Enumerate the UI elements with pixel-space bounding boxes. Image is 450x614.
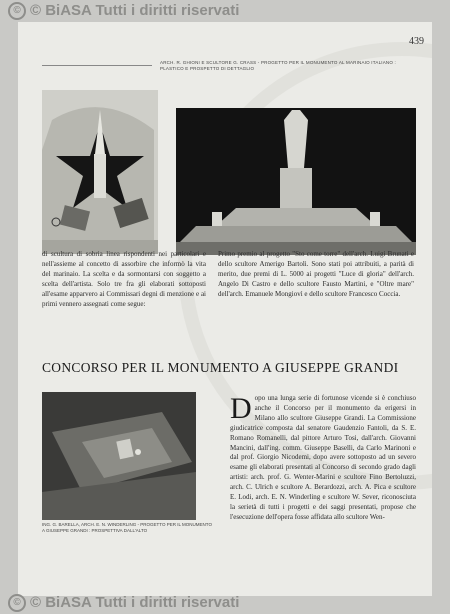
figure-caption-bottom: ING. G. BARELLA, ARCH. E. N. WINDERLING - PROGETTO PER IL MONUMENTO A GIUSEPPE GRANDI : PROSPETTIVA DALL'ALTO — [42, 522, 212, 533]
model-photo — [42, 90, 158, 254]
watermark-bottom: © © BiASA Tutti i diritti riservati — [0, 592, 450, 614]
copyright-icon: © — [8, 594, 26, 612]
aerial-perspective-photo — [42, 392, 196, 520]
left-column-text: di scultura di sobria linea rispondenti nei particolari e nell'assieme al concetto di assorbire che informò la vita del marinaio. La scelta e da sormontarsi con soggetto a scelta dell'artista. Solo tre fra gli elaborati sottoposti all'esame apparvero ai Commissari degni di menzione e ai primi vennero assegnati come segue: — [42, 250, 206, 308]
document-page — [18, 22, 432, 596]
main-body-paragraph: opo una lunga serie di fortunose vicende si è conchiuso anche il Concorso per il monumento da erigersi in Milano allo scultore Giuseppe Grandi. La Commissione giudicatrice composta dal senatore Gaudenzio Fantoli, da S. E. Romano Romanelli, dal pittore Arturo Tosi, dall'arch. Giovanni Mancini, dall'ing. comm. Giuseppe Baselli, da Carlo Marinoni e dal prof. Giorgio Nicodemi, dopo avere sottoposto ad un severo esame gli elaborati presentati al Concorso di secondo grado dagli artisti: arch. prof. G. Wenter-Marini e scultore Fino Bertoluzzi, arch. C. Ulrich e scultore A. Berardozzi, arch. A. Pica e scultore E. Lodi, arch. E. N. Winderling e scultore W. Sever, riconosciuta la serietà di tutti i progetti e dei saggi presentati, propose che l'esecuzione dell'opera fosse affidata allo scultore Wen- — [230, 394, 416, 521]
drop-cap: D — [230, 392, 252, 425]
section-heading: CONCORSO PER IL MONUMENTO A GIUSEPPE GRANDI — [42, 360, 399, 375]
monument-illustration — [176, 108, 416, 255]
right-column-text: Primo premio al progetto "Sto come torre" dell'arch. Luigi Brunati e dello scultore Amerigo Bartoli. Sono stati poi attribuiti, a parità di merito, due premi di L. 5000 ai progetti "Luce di gloria" dell'arch. Angelo Di Castro e dello scultore Fausto Martini, e "Oltre mare" dell'arch. Emanuele Mongiovì e dello scultore Francesco Coccia. — [218, 250, 414, 298]
figure-caption-top: ARCH. R. GHIONI E SCULTORE G. CRASS - PROGETTO PER IL MONUMENTO AL MARINAIO ITALIANO : PLASTICO E PROSPETTO DI DETTAGLIO — [160, 60, 396, 71]
aerial-model-illustration — [42, 392, 196, 520]
header-rule — [42, 65, 152, 66]
watermark-top: © © BiASA Tutti i diritti riservati — [0, 0, 450, 22]
star-model-illustration — [42, 90, 158, 254]
page-number: 439 — [409, 36, 424, 47]
main-body-text — [230, 394, 416, 523]
copyright-icon: © — [8, 2, 26, 20]
monument-perspective-photo — [176, 108, 416, 255]
